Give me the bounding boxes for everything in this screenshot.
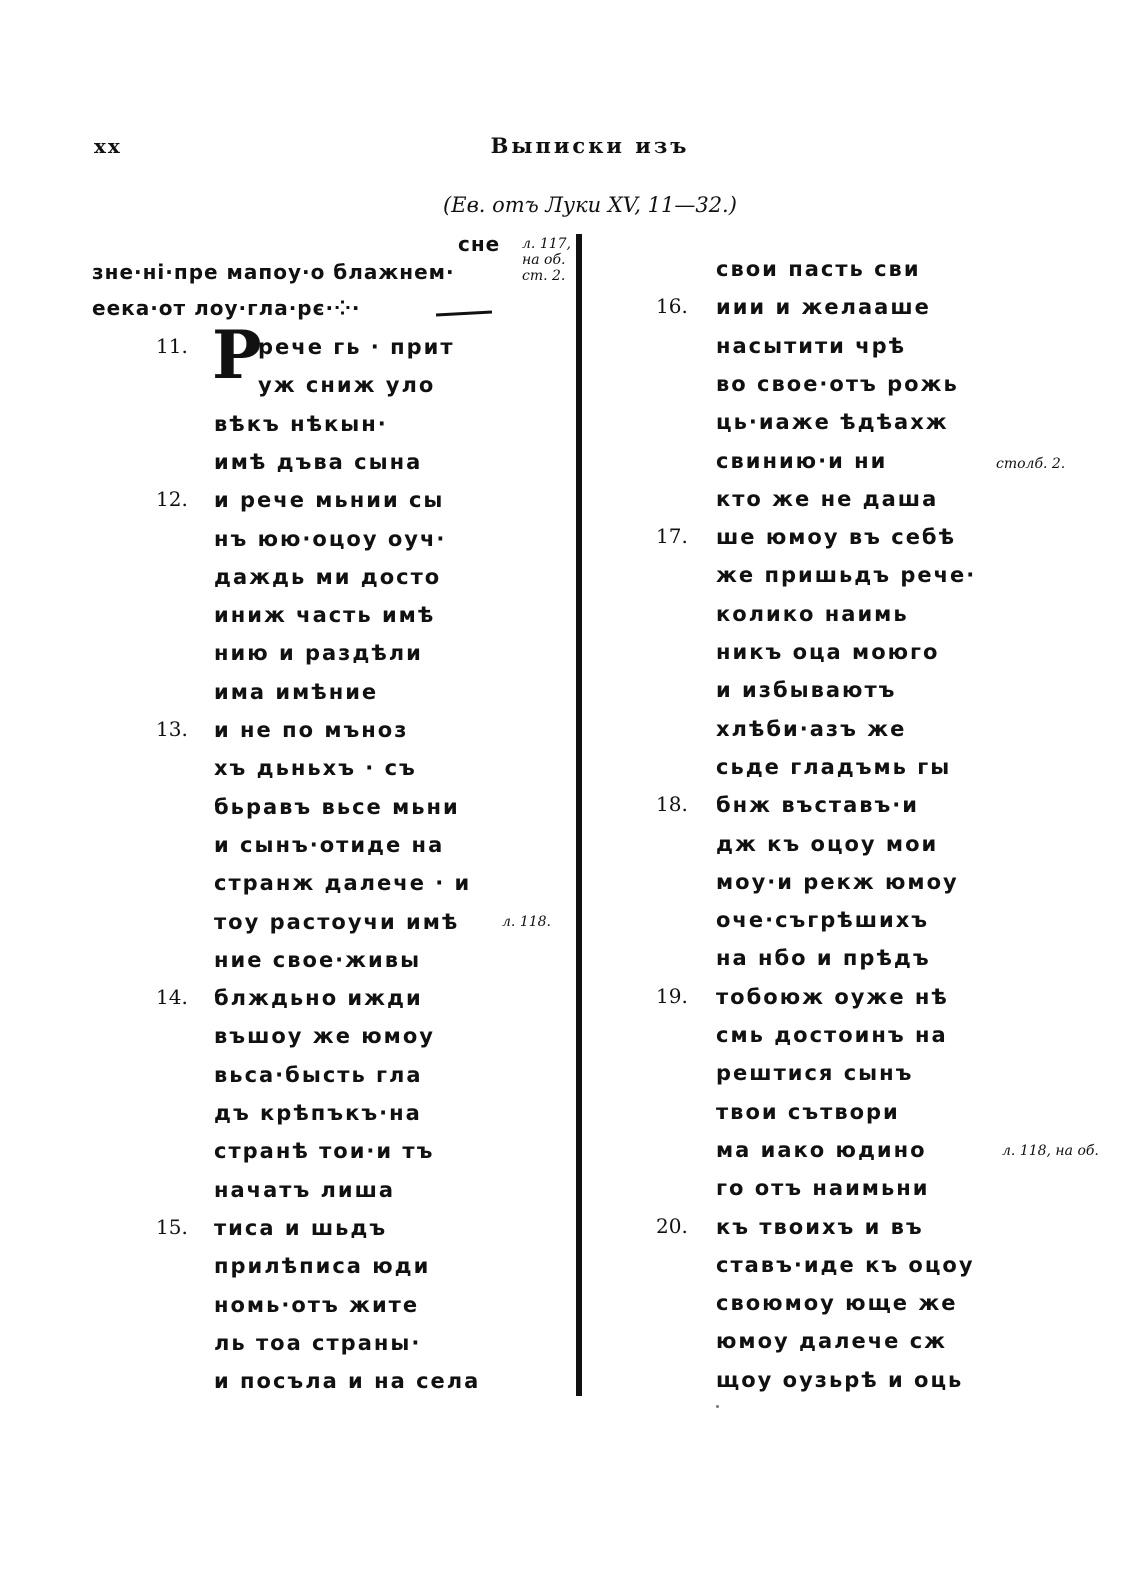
line-text: во свое·отъ рожь	[716, 371, 959, 396]
line-text: прилѣписа юди	[214, 1254, 431, 1279]
line-text: бьравъ вьсе мьни	[214, 794, 460, 819]
line-text: и избываютъ	[716, 678, 897, 703]
line-text: рече гь · прит	[258, 335, 455, 359]
running-title: Выписки изъ	[490, 133, 690, 158]
verse-number: 20.	[656, 1213, 688, 1238]
line-text: и сынъ·отиде на	[214, 832, 445, 857]
heading-superscript: сне	[458, 232, 501, 256]
line-text: нию и раздѣли	[214, 641, 423, 666]
line-text: ше юмоу въ себѣ	[716, 525, 957, 550]
verse-number: 19.	[656, 983, 688, 1008]
verse-number: 11.	[156, 334, 188, 358]
margin-note-folio-118-verso: л. 118, на об.	[1002, 1143, 1099, 1159]
line-text: блждьно ижди	[214, 986, 423, 1011]
line-text: бнж въставъ·и	[716, 793, 920, 818]
line-text: хъ дьньхъ · съ	[214, 756, 417, 781]
line-text: ние свое·живы	[214, 947, 422, 972]
margin-note-folio-118: л. 118.	[502, 914, 551, 930]
line-text: начатъ лиша	[214, 1177, 396, 1202]
verse-number: 18.	[656, 792, 688, 817]
line-text: тиса и шьдъ	[214, 1215, 388, 1240]
line-text: насытити чрѣ	[716, 333, 907, 358]
line-text: въшоу же юмоу	[214, 1024, 435, 1049]
heading-line-2: еека·от лоу·гла·рє·⁘·	[92, 296, 361, 320]
subtitle: (Ев. отъ Луки XV, 11—32.)	[443, 193, 737, 217]
line-text: ставъ·иде къ оцоу	[716, 1252, 975, 1277]
verse-number: 13.	[156, 717, 188, 741]
line-text: даждь ми досто	[214, 564, 442, 589]
line-text: нъ юю·оцоу оуч·	[214, 526, 447, 551]
line-text: колико наимь	[716, 601, 909, 626]
verse-number: 12.	[156, 487, 188, 512]
line-text: кто же не даша	[716, 486, 939, 511]
line-text: уж сниж уло	[258, 373, 436, 398]
line-text: и посъла и на села	[214, 1369, 481, 1394]
line-text: дж къ оцоу мои	[716, 831, 939, 856]
line-text: ць·иаже ѣдѣахж	[716, 410, 949, 435]
line-text: странѣ тои·и тъ	[214, 1139, 435, 1164]
line-text: своюмоу юще же	[716, 1291, 958, 1316]
line-text: свои пасть сви	[716, 257, 921, 281]
line-text: вѣкъ нѣкын·	[214, 411, 388, 436]
speck	[716, 1405, 719, 1408]
line-text: къ твоихъ и въ	[716, 1214, 924, 1239]
heading-dash	[436, 311, 492, 317]
line-text: странж далече · и	[214, 871, 472, 896]
margin-note-folio-117: л. 117, на об. ст. 2.	[522, 236, 571, 284]
line-text: юмоу далече сж	[716, 1329, 948, 1354]
verse-number: 17.	[656, 524, 688, 549]
line-text: ма иако юдино	[716, 1137, 927, 1162]
line-text: дъ крѣпъкъ·на	[214, 1101, 422, 1125]
line-text: ль тоа страны·	[214, 1330, 422, 1355]
column-rule	[576, 234, 582, 1396]
line-text: щоу оузьрѣ и оць	[716, 1367, 964, 1392]
verse-number: 16.	[656, 294, 688, 319]
drop-cap: Р	[212, 316, 262, 394]
line-text: вьса·бысть гла	[214, 1062, 423, 1087]
line-text: има имѣние	[214, 679, 379, 704]
line-text: же пришьдъ рече·	[716, 563, 977, 588]
line-text: рештися сынъ	[716, 1061, 914, 1086]
line-text: твои сътвори	[716, 1099, 900, 1124]
line-text: сьде гладъмь гы	[716, 754, 952, 779]
line-text: моу·и рекж юмоу	[716, 869, 959, 894]
verse-number: 14.	[156, 985, 188, 1010]
line-text: тобоюж оуже нѣ	[716, 984, 949, 1009]
line-text: смь достоинъ на	[716, 1023, 948, 1047]
verse-number: 15.	[156, 1214, 188, 1239]
line-text: номь·отъ жите	[214, 1292, 420, 1317]
margin-note-column-2: столб. 2.	[996, 456, 1066, 472]
heading-line-1: зне·ні·пре мапоу·о блажнем·	[92, 260, 455, 284]
line-text: иниж часть имѣ	[214, 603, 436, 628]
line-text: оче·съгрѣшихъ	[716, 908, 930, 933]
line-text: и рече мьнии сы	[214, 488, 445, 513]
line-text: никъ оца моюго	[716, 640, 940, 664]
line-text: го отъ наимьни	[716, 1176, 930, 1201]
line-text: имѣ дъва сына	[214, 449, 423, 474]
line-text: хлѣби·азъ же	[716, 716, 907, 741]
line-text: тоу растоучи имѣ	[214, 909, 460, 934]
line-text: иии и желааше	[716, 295, 931, 320]
line-text: на нбо и прѣдъ	[716, 946, 931, 971]
page-number: xx	[94, 134, 122, 158]
line-text: свинию·и ни	[716, 448, 888, 473]
line-text: и не по мъноз	[214, 718, 409, 742]
